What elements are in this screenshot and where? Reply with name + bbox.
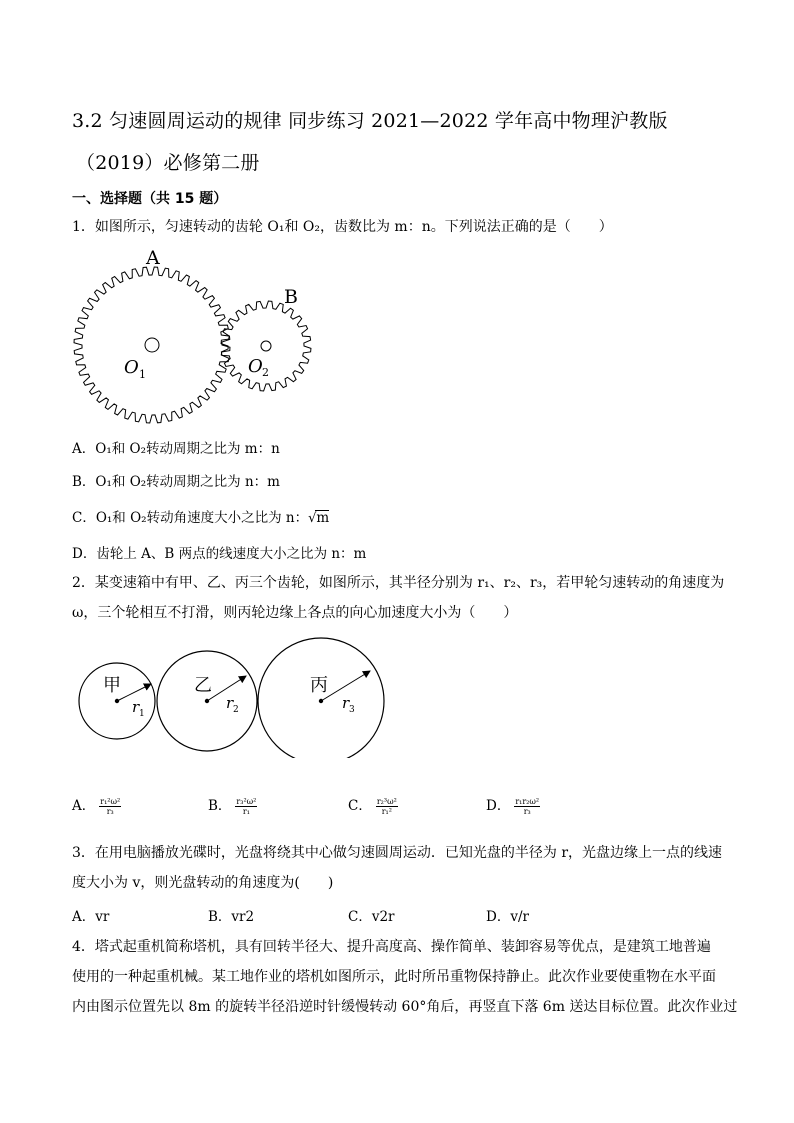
q3-option-c[interactable]: C．v2r [348, 909, 395, 925]
section-heading: 一、选择题（共 15 题） [72, 191, 228, 207]
q3-option-a[interactable]: A．vr [72, 909, 110, 925]
q2-option-a[interactable]: A． $\frac{\text{r₁²ω²}}{\text{r₃}}$ [72, 797, 121, 816]
gear-a [74, 267, 230, 423]
question-3-line2: 度大小为 v，则光盘转动的角速度为( ) [72, 875, 334, 891]
svg-text:3: 3 [349, 705, 355, 715]
q2-option-d[interactable]: D． $\frac{\text{r₁r₂ω²}}{\text{r₃}}$ [486, 797, 540, 816]
label-jia: 甲 [103, 675, 121, 696]
q2-option-c[interactable]: C． $\frac{\text{r₂³ω²}}{\text{r₁²}}$ [348, 797, 397, 816]
q1-option-d[interactable]: D．齿轮上 A、B 两点的线速度大小之比为 n：m [72, 546, 367, 562]
q1-option-c-text: C．O₁和 O₂转动角速度大小之比为 n： [72, 510, 309, 526]
label-o2: O [248, 356, 263, 377]
q1-option-c-sqrt: m [316, 510, 330, 526]
q1-option-a[interactable]: A．O₁和 O₂转动周期之比为 m：n [72, 441, 280, 457]
question-4-line2: 使用的一种起重机械。某工地作业的塔机如图所示，此时所吊重物保持静止。此次作业要使重物在水平面 [72, 969, 716, 985]
label-a: A [146, 247, 160, 269]
question-1-text: 1．如图所示，匀速转动的齿轮 O₁和 O₂，齿数比为 m：n。下列说法正确的是（ ） [72, 219, 613, 235]
wheel-bing [258, 638, 384, 758]
q3-option-b[interactable]: B．vr2 [208, 909, 255, 925]
label-yi: 乙 [194, 675, 212, 696]
q1-option-b[interactable]: B．O₁和 O₂转动周期之比为 n：m [72, 474, 280, 490]
gear-a-center [145, 338, 159, 352]
page-title-line1: 3.2 匀速圆周运动的规律 同步练习 2021—2022 学年高中物理沪教版 [72, 110, 668, 132]
gear-b-center [261, 341, 271, 351]
label-o2-sub: 2 [262, 366, 269, 379]
question-4-line3: 内由图示位置先以 8m 的旋转半径沿逆时针缓慢转动 60°角后，再竖直下落 6m 送达目标位置。此次作业过 [72, 999, 738, 1015]
label-r1: r [132, 698, 140, 716]
question-4-line1: 4．塔式起重机简称塔机，具有回转半径大、提升高度高、操作简单、装卸容易等优点，是建筑工地普遍 [72, 939, 711, 955]
q2-option-b[interactable]: B． $\frac{\text{r₃²ω²}}{\text{r₁}}$ [208, 797, 257, 816]
svg-text:1: 1 [139, 709, 145, 719]
label-b: B [284, 286, 298, 308]
label-o1: O [124, 357, 139, 378]
gear-a-outline [74, 267, 230, 423]
wheels-diagram [76, 636, 396, 758]
question-3-line1: 3．在用电脑播放光碟时，光盘将绕其中心做匀速圆周运动．已知光盘的半径为 r，光盘边缘上一点的线速 [72, 845, 723, 861]
label-o1-sub: 1 [139, 368, 146, 381]
label-bing: 丙 [310, 675, 328, 696]
q1-option-c[interactable]: C．O₁和 O₂转动角速度大小之比为 n：√m [72, 510, 330, 526]
page-title-line2: （2019）必修第二册 [76, 152, 260, 174]
label-r2: r [226, 694, 234, 712]
gear-diagram [70, 245, 320, 425]
label-r3: r [342, 694, 350, 712]
question-2-line1: 2．某变速箱中有甲、乙、丙三个齿轮，如图所示，其半径分别为 r₁、r₂、r₃，若甲轮匀速转动的角速度为 [72, 575, 725, 591]
svg-text:2: 2 [233, 705, 239, 715]
q3-option-d[interactable]: D．v/r [486, 909, 529, 925]
question-2-line2: ω，三个轮相互不打滑，则丙轮边缘上各点的向心加速度大小为（ ） [72, 605, 518, 621]
